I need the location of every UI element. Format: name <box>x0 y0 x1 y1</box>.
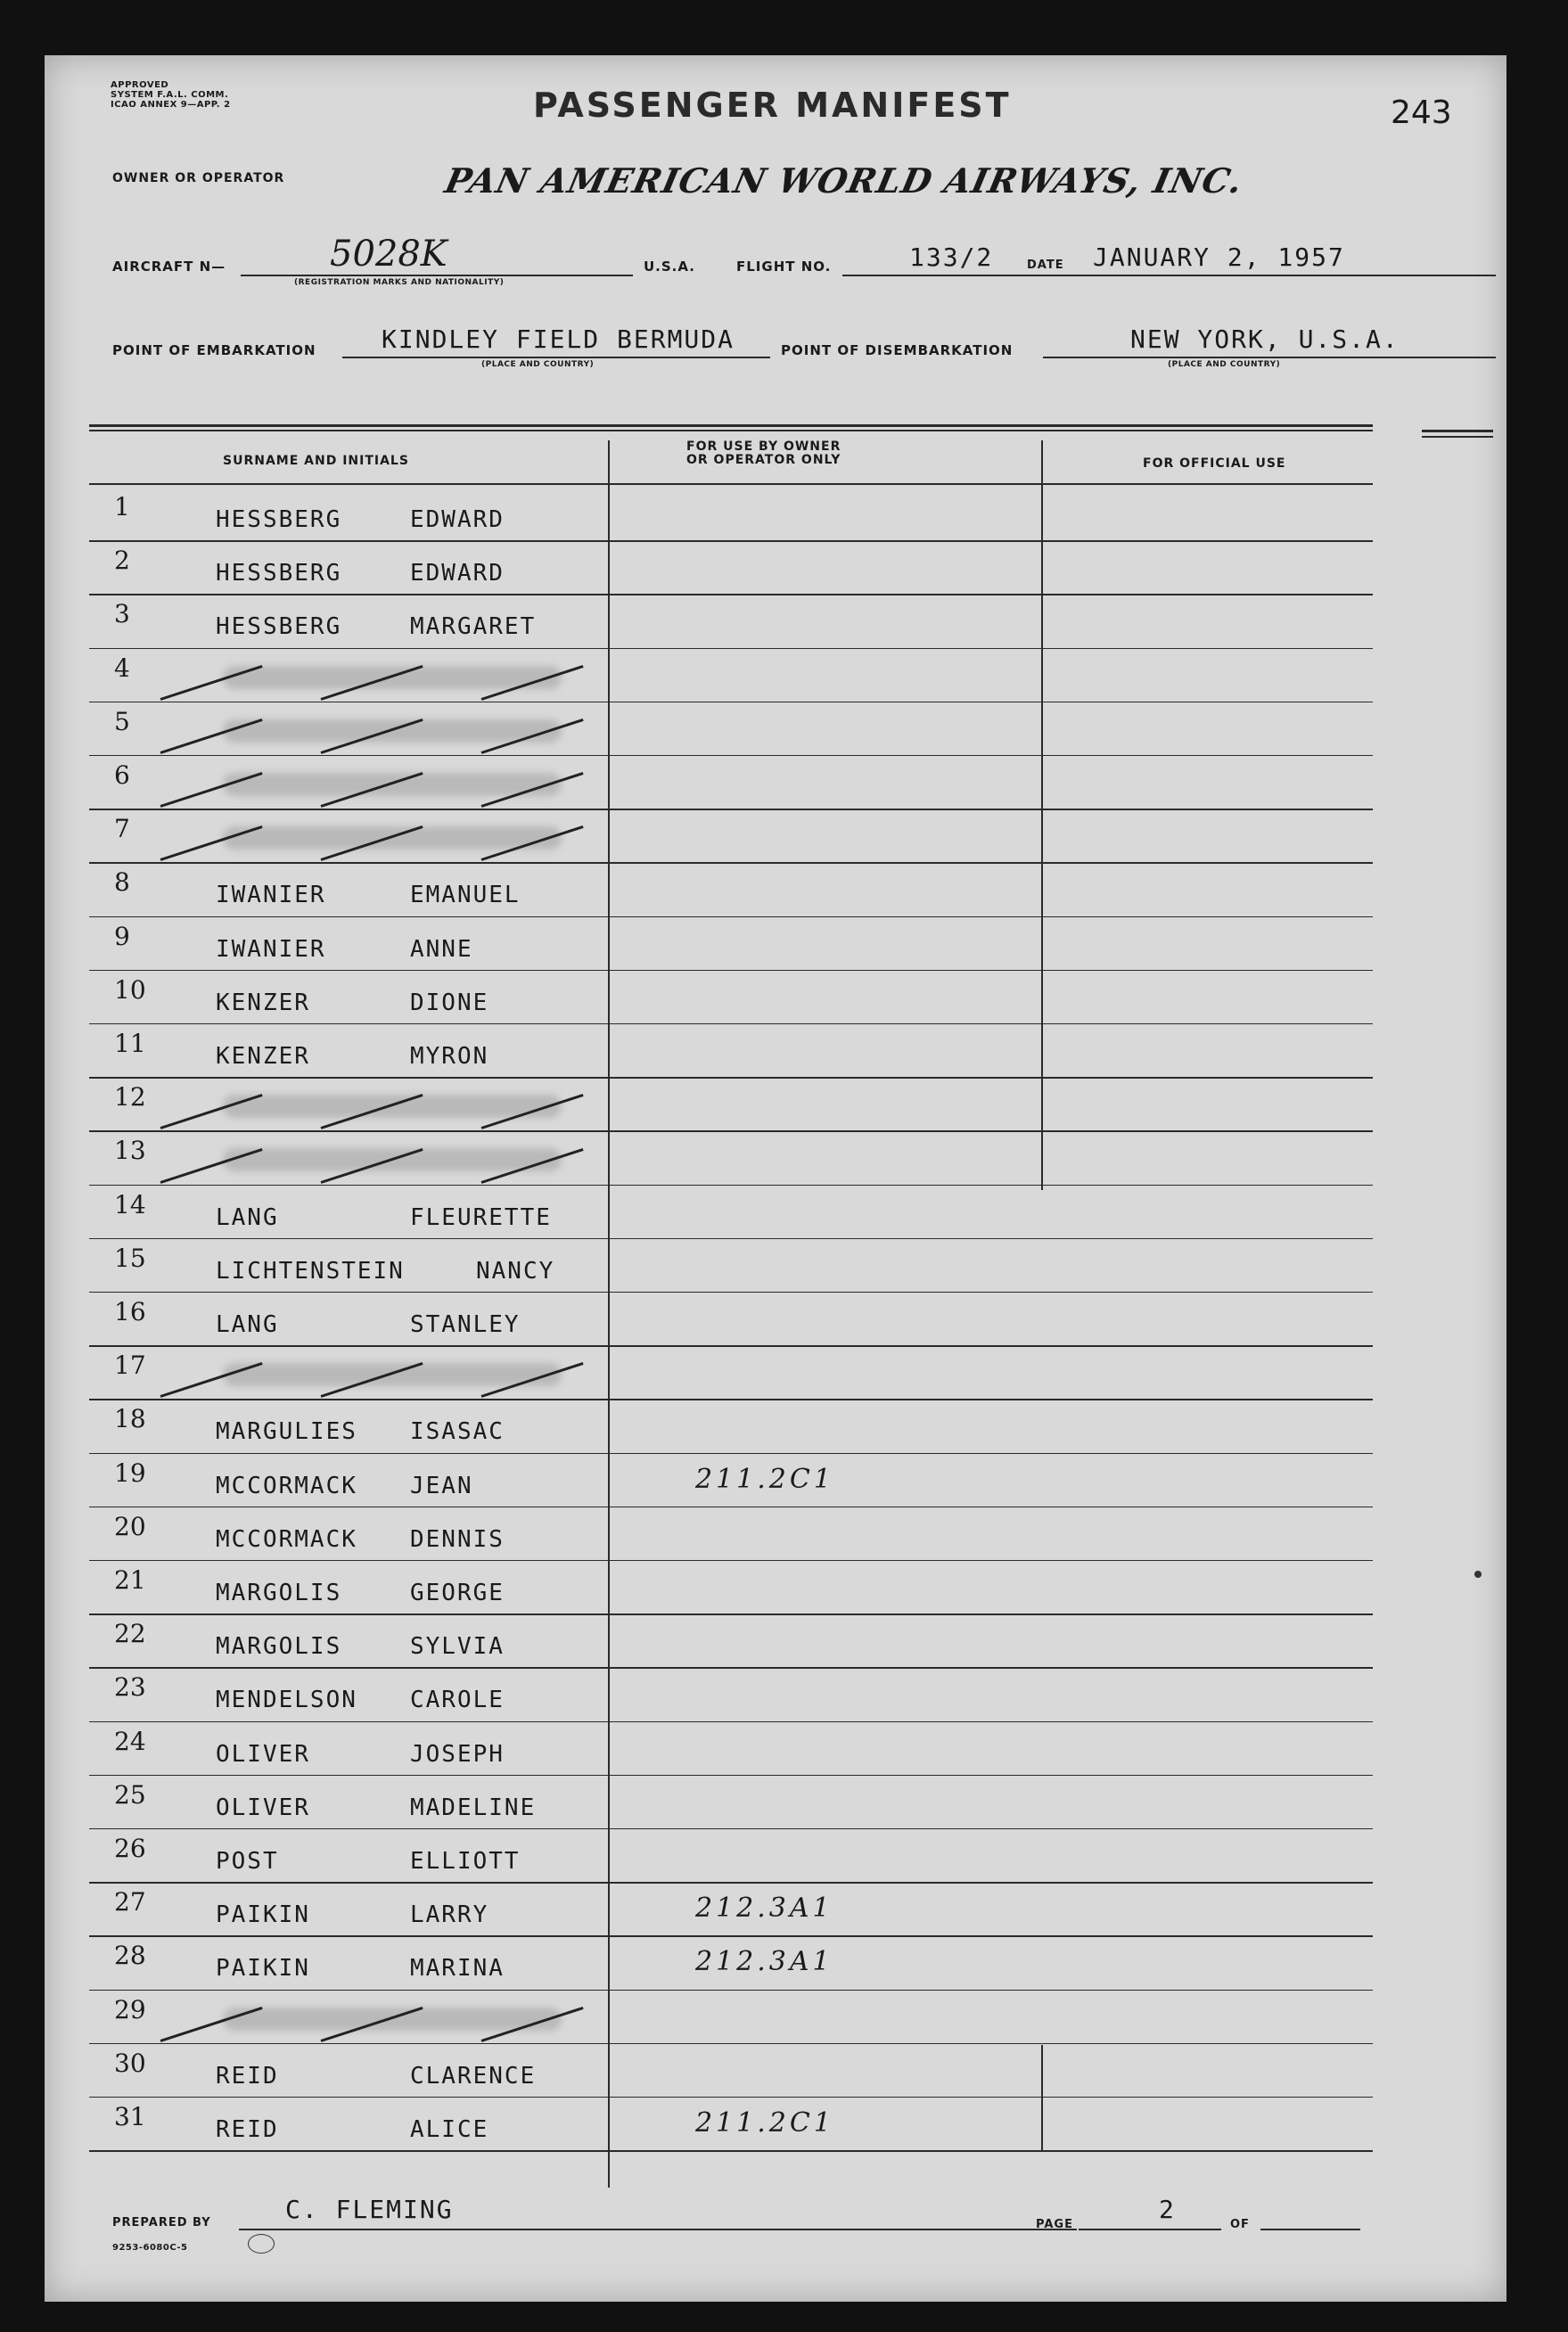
table-row <box>45 1508 1506 1562</box>
embark-label: POINT OF EMBARKATION <box>112 342 316 358</box>
passenger-surname: MENDELSON <box>216 1687 357 1714</box>
passenger-given-name: SYLVIA <box>410 1633 505 1661</box>
table-row <box>45 595 1506 649</box>
disembark-value: NEW YORK, U.S.A. <box>1130 324 1400 354</box>
passenger-given-name: NANCY <box>476 1257 555 1285</box>
table-row <box>45 864 1506 917</box>
passenger-surname: REID <box>216 2116 279 2143</box>
row-number: 19 <box>114 1458 146 1488</box>
table-row <box>45 703 1506 757</box>
page-label: PAGE <box>1036 2218 1073 2231</box>
passenger-surname: MCCORMACK <box>216 1472 357 1499</box>
passenger-surname: LANG <box>216 1311 279 1338</box>
usa-label: U.S.A. <box>644 259 695 275</box>
date-label: DATE <box>1027 259 1064 272</box>
row-number: 1 <box>114 492 130 521</box>
row-number: 7 <box>114 814 130 844</box>
row-number: 12 <box>114 1082 146 1113</box>
table-row <box>45 1240 1506 1293</box>
approval-block <box>111 80 231 110</box>
passenger-given-name: MARGARET <box>410 613 537 641</box>
table-row <box>45 2045 1506 2098</box>
table-row <box>45 650 1506 703</box>
owner-use-note: 212.3A1 <box>695 1946 833 1978</box>
passenger-given-name: MADELINE <box>410 1794 537 1821</box>
passenger-surname: MARGULIES <box>216 1418 357 1446</box>
row-number: 18 <box>114 1404 146 1434</box>
place-note-left: (PLACE AND COUNTRY) <box>481 360 595 369</box>
table-row <box>45 542 1506 595</box>
registration-note: (REGISTRATION MARKS AND NATIONALITY) <box>294 278 505 287</box>
table-row <box>45 1723 1506 1777</box>
passenger-given-name: ALICE <box>410 2116 489 2143</box>
passenger-given-name: MYRON <box>410 1043 489 1070</box>
row-number: 9 <box>114 921 130 951</box>
table-row <box>45 1991 1506 2045</box>
row-number: 31 <box>114 2102 146 2131</box>
table-row <box>45 1079 1506 1132</box>
approval-line: ICAO ANNEX 9—APP. 2 <box>111 100 231 110</box>
approval-line: APPROVED <box>111 80 169 90</box>
row-number: 27 <box>114 1887 146 1917</box>
row-number: 5 <box>114 706 130 736</box>
passenger-given-name: EMANUEL <box>410 882 521 909</box>
passenger-given-name: JEAN <box>410 1472 473 1499</box>
passenger-surname: HESSBERG <box>216 560 342 587</box>
passenger-surname: HESSBERG <box>216 613 342 641</box>
table-row <box>45 1884 1506 1937</box>
passenger-given-name: EDWARD <box>410 506 505 533</box>
passenger-surname: REID <box>216 2062 279 2090</box>
erased-smudge <box>223 1095 562 1118</box>
erased-smudge <box>223 1363 562 1386</box>
passenger-given-name: ISASAC <box>410 1418 505 1446</box>
approval-line: SYSTEM F.A.L. COMM. <box>111 90 229 100</box>
passenger-given-name: GEORGE <box>410 1580 505 1606</box>
column-header-surname: SURNAME AND INITIALS <box>223 454 409 468</box>
manifest-page <box>45 55 1506 2302</box>
disembark-label: POINT OF DISEMBARKATION <box>781 342 1014 358</box>
date-value: JANUARY 2, 1957 <box>1093 242 1345 272</box>
table-row <box>45 2098 1506 2152</box>
table-row <box>45 1187 1506 1240</box>
passenger-surname: KENZER <box>216 1043 310 1070</box>
row-number: 16 <box>114 1297 146 1326</box>
row-number: 11 <box>114 1029 146 1058</box>
table-row <box>45 1400 1506 1454</box>
row-number: 23 <box>114 1672 146 1703</box>
owner-use-note: 211.2C1 <box>695 2107 834 2139</box>
form-code: 9253-6080C-5 <box>112 2243 188 2253</box>
erased-smudge <box>223 826 562 850</box>
page-title: PASSENGER MANIFEST <box>533 86 1012 125</box>
row-number: 15 <box>114 1243 146 1273</box>
passenger-surname: OLIVER <box>216 1794 310 1821</box>
table-row <box>45 489 1506 542</box>
row-number: 4 <box>114 653 130 683</box>
page-number-top: 243 <box>1391 94 1452 131</box>
passenger-given-name: EDWARD <box>410 560 505 587</box>
passenger-surname: MCCORMACK <box>216 1525 357 1553</box>
passenger-surname: MARGOLIS <box>216 1633 342 1661</box>
flight-value: 133/2 <box>909 242 994 272</box>
passenger-given-name: DENNIS <box>410 1525 505 1553</box>
aircraft-label: AIRCRAFT N— <box>112 259 226 275</box>
owner-label: OWNER OR OPERATOR <box>112 171 285 185</box>
prepared-value: C. FLEMING <box>285 2195 454 2224</box>
passenger-given-name: ANNE <box>410 935 473 963</box>
row-number: 13 <box>114 1136 146 1166</box>
table-row <box>45 757 1506 810</box>
owner-value: PAN AMERICAN WORLD AIRWAYS, INC. <box>441 160 1247 201</box>
passenger-given-name: DIONE <box>410 989 489 1016</box>
passenger-surname: IWANIER <box>216 935 326 963</box>
passenger-given-name: ELLIOTT <box>410 1848 521 1875</box>
row-number: 30 <box>114 2048 146 2078</box>
passenger-given-name: CAROLE <box>410 1687 505 1714</box>
column-header-official: FOR OFFICIAL USE <box>1143 456 1286 471</box>
speck <box>1474 1571 1482 1578</box>
table-row <box>45 1347 1506 1400</box>
owner-use-note: 212.3A1 <box>695 1893 833 1925</box>
passenger-given-name: CLARENCE <box>410 2062 537 2090</box>
table-row <box>45 810 1506 864</box>
flight-label: FLIGHT NO. <box>736 259 832 275</box>
passenger-given-name: FLEURETTE <box>410 1203 552 1231</box>
row-number: 17 <box>114 1351 146 1381</box>
row-number: 20 <box>114 1511 146 1541</box>
row-rule <box>89 2150 1373 2152</box>
row-number: 8 <box>114 867 130 898</box>
of-label: OF <box>1230 2218 1250 2231</box>
table-row <box>45 1293 1506 1347</box>
table-row <box>45 1777 1506 1830</box>
passenger-surname: MARGOLIS <box>216 1580 342 1606</box>
row-number: 28 <box>114 1941 146 1971</box>
row-number: 24 <box>114 1726 146 1756</box>
column-header-owner-use: FOR USE BY OWNER OR OPERATOR ONLY <box>686 439 841 467</box>
row-number: 21 <box>114 1565 146 1595</box>
embark-value: KINDLEY FIELD BERMUDA <box>382 324 735 354</box>
row-number: 2 <box>114 546 130 576</box>
table-row <box>45 972 1506 1025</box>
table-row <box>45 1025 1506 1079</box>
passenger-surname: POST <box>216 1848 279 1875</box>
row-number: 25 <box>114 1779 146 1810</box>
place-note-right: (PLACE AND COUNTRY) <box>1168 360 1281 369</box>
passenger-surname: HESSBERG <box>216 506 342 533</box>
table-row <box>45 1132 1506 1186</box>
passenger-given-name: MARINA <box>410 1955 505 1983</box>
table-row <box>45 1615 1506 1669</box>
aircraft-value: 5028K <box>330 234 447 275</box>
passenger-given-name: LARRY <box>410 1901 489 1929</box>
passenger-surname: KENZER <box>216 989 310 1016</box>
passenger-surname: OLIVER <box>216 1740 310 1768</box>
page-value: 2 <box>1159 2195 1176 2224</box>
passenger-given-name: JOSEPH <box>410 1740 505 1768</box>
table-row <box>45 1830 1506 1884</box>
row-number: 3 <box>114 599 130 629</box>
passenger-surname: LICHTENSTEIN <box>216 1257 405 1285</box>
row-number: 22 <box>114 1619 146 1649</box>
row-number: 29 <box>114 1994 146 2024</box>
row-number: 26 <box>114 1834 146 1863</box>
owner-use-note: 211.2C1 <box>695 1463 834 1495</box>
row-number: 10 <box>114 974 146 1005</box>
row-number: 6 <box>114 760 130 790</box>
row-number: 14 <box>114 1189 146 1219</box>
passenger-surname: PAIKIN <box>216 1901 310 1929</box>
passenger-surname: LANG <box>216 1203 279 1231</box>
passenger-surname: PAIKIN <box>216 1955 310 1983</box>
table-row <box>45 918 1506 972</box>
printer-seal-icon <box>248 2234 275 2254</box>
passenger-given-name: STANLEY <box>410 1311 521 1338</box>
table-row <box>45 1455 1506 1508</box>
passenger-surname: IWANIER <box>216 882 326 909</box>
table-row <box>45 1937 1506 1991</box>
table-row <box>45 1669 1506 1722</box>
table-row <box>45 1562 1506 1615</box>
prepared-label: PREPARED BY <box>112 2216 211 2229</box>
